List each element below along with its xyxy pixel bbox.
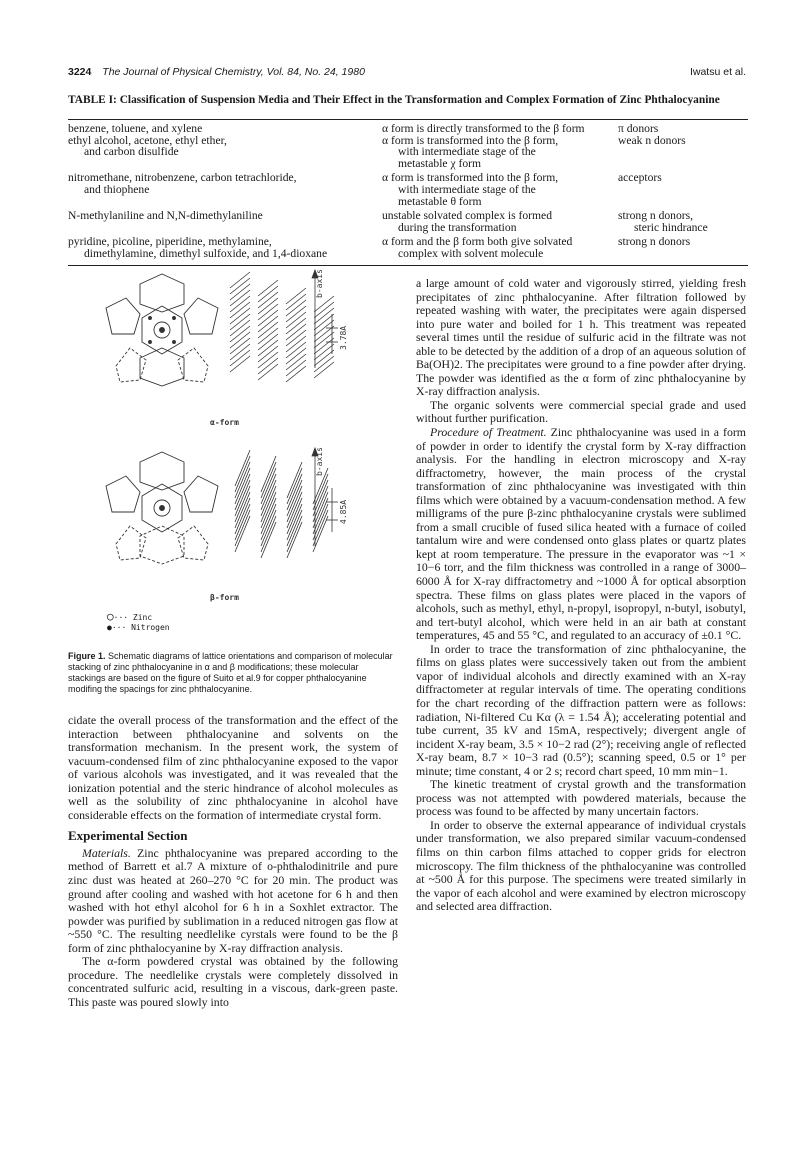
alpha-molecule-icon <box>106 274 218 386</box>
figure-caption <box>68 651 398 695</box>
figure-legend: ○··· Zinc ●··· Nitrogen <box>107 610 170 632</box>
zinc-symbol-icon: ○ <box>107 610 114 623</box>
alpha-form-label: α-form <box>210 418 239 427</box>
paragraph-lead: Procedure of Treatment. <box>430 425 547 440</box>
right-column <box>416 277 746 914</box>
effect-cell-cont: with intermediate stage of the <box>398 182 536 196</box>
effect-cell: α form is directly transformed to the β form <box>382 122 585 135</box>
figure-1-diagram <box>100 268 400 638</box>
paragraph: Materials. Zinc phthalocyanine was prepared according to the method of Barrett et al.7 A mixture of o-phthalodinitrile and pure zinc dust was heated at 260–270 °C for 20 min. The product was ground after cooling and washed with hot acetone for 6 h and then washed with hot ethyl alcohol for 6 h in a Soxhlet extractor. The powder was purified by sublimation in a reduced nitrogen gas flow at ~550 °C. The resulting needlelike cyrstals were found to be the β form of zinc phthalocyanine by X-ray diffraction analysis. <box>68 845 398 955</box>
effect-cell: unstable solvated complex is formed <box>382 209 553 223</box>
effect-cell-cont: metastable θ form <box>398 194 482 208</box>
paragraph: The kinetic treatment of crystal growth and the transformation process was not attempted with powdered materials, because the process was found to be affected by many uncertain factors. <box>416 777 746 819</box>
table-row <box>68 233 748 259</box>
donor-cell: π donors <box>618 122 659 135</box>
page-number: 3224 <box>68 66 92 78</box>
table-row <box>68 169 748 207</box>
paragraph: Procedure of Treatment. Zinc phthalocyanine was used in a form of powder in order to identify the crystal form by X-ray diffraction analysis. For the handling in electron microscopy and X-ray diffractometry, however, the main process of the crystal transformation of zinc phthalocyanine was investigated with thin films which were obtained by a vacuum-condensation method. A few milligrams of the pure β-zinc phthalocyanine crystals were sublimed from a small crucible of fused silica heated with a furnace of coiled tantalum wire and were condensed onto glass plates or quartz plates kept at room temperature. The pressure in the evaporator was ~1 × 10−6 torr, and the film thickness was controlled in a range of 3000–6000 Å for X-ray diffractometry and ~1000 Å for optical absorption spectra. These films on glass plates were placed in the vapors of alcohols, such as methyl, ethyl, n-propyl, isopropyl, n-butyl, isobutyl, and tert-butyl alcohol, which were held in an air bath at constant temperatures, 45 and 55 °C, and regulated to an accuracy of ±0.1 °C. <box>416 425 746 643</box>
paragraph: The organic solvents were commercial special grade and used without further purification. <box>416 397 746 426</box>
effect-cell-cont: with intermediate stage of the <box>398 145 536 159</box>
table-caption <box>68 94 728 107</box>
media-cell: pyridine, picoline, piperidine, methylamine, <box>68 235 272 249</box>
table-row <box>68 207 748 233</box>
media-cell: nitromethane, nitrobenzene, carbon tetrachloride, <box>68 171 297 185</box>
table-label: TABLE I: <box>68 94 117 106</box>
figure-caption-label: Figure 1. <box>68 651 106 661</box>
paragraph: The α-form powdered crystal was obtained by the following procedure. The needlelike crystals were completely dissolved in concentrated sulfuric acid, resulting in a viscous, dark-green paste. This paste was poured slowly into <box>68 954 398 1009</box>
alpha-spacing-label: 3.78A <box>339 325 348 350</box>
media-cell-cont: dimethylamine, dimethyl sulfoxide, and 1,4-dioxane <box>84 246 328 260</box>
media-cell: N-methylaniline and N,N-dimethylaniline <box>68 209 263 223</box>
effect-cell: α form and the β form both give solvated <box>382 235 573 249</box>
table-top-rule <box>68 119 748 120</box>
effect-cell-cont: complex with solvent molecule <box>398 246 544 260</box>
legend-zinc: Zinc <box>132 613 153 622</box>
paragraph: In order to observe the external appearance of individual crystals under transformation, we also prepared similar vacuum-condensed films on thin carbon films attached to copper grids for electron microscopy. The film thickness of the phthalocyanine was controlled at ~500 Å for this purpose. The specimens were treated similarly in the vapor of each alcohol and were examined by electron microscopy and selected area diffraction. <box>416 817 746 914</box>
classification-table <box>68 123 748 260</box>
table-bottom-rule <box>68 265 748 266</box>
donor-cell: strong n donors <box>618 235 691 249</box>
running-authors: Iwatsu et al. <box>689 66 746 78</box>
media-cell-cont: and thiophene <box>84 182 150 196</box>
section-heading: Experimental Section <box>68 828 188 844</box>
media-cell-cont: and carbon disulfide <box>84 145 179 159</box>
beta-spacing-label: 4.85A <box>339 499 348 524</box>
paragraph: cidate the overall process of the transformation and the effect of the interaction between phthalocyanine and solvents on the transformation mechanism. In the present work, the system of vacuum-condensed film of zinc phthalocyanine exposed to the vapor of various alcohols was investigated, and it was revealed that the ionization potential and the steric hindrance of alcohol molecules as well as the solubility of zinc phthalocyanine in alcohol have considerable effects on the formation of intermediate crystal form. <box>68 713 398 822</box>
donor-cell-cont: steric hindrance <box>634 220 708 234</box>
alpha-axis-label: b-axis <box>315 269 324 298</box>
beta-axis-label: b-axis <box>315 447 324 476</box>
table-title: Classification of Suspension Media and Their Effect in the Transformation and Complex Formation of Zinc Phthalocyanine <box>119 94 720 106</box>
donor-cell: weak n donors <box>618 133 686 147</box>
media-cell: benzene, toluene, and xylene <box>68 122 203 135</box>
legend-nitrogen: Nitrogen <box>131 623 170 632</box>
beta-molecule-icon <box>106 452 218 564</box>
beta-form-label: β-form <box>210 593 239 602</box>
paragraph: In order to trace the transformation of zinc phthalocyanine, the films on glass plates were successively taken out from the ambient vapor of individual alcohols and directly examined with an X-ray diffractometer at regular intervals of time. The operating conditions for the chart recording of the diffraction pattern were as follows: radiation, Ni-filtered Cu Kα (λ = 1.54 Å); accelerating potential and tube current, 35 kV and 15mA, respectively; divergent angle of incident X-ray beam, 3.5 × 10−2 rad (2°); receiving angle of reflected X-ray beam, 8.7 × 10−3 rad (0.5°); scanning speed, 0.5 or 1° per minute; time constant, 4 or 2 s; record chart speed, 10 mm min−1. <box>416 641 746 778</box>
effect-cell: α form is transformed into the β form, <box>382 171 559 185</box>
running-header <box>68 66 746 80</box>
table-row <box>68 135 748 170</box>
paragraph-lead: Materials. <box>82 845 131 860</box>
effect-cell-cont: metastable χ form <box>398 156 482 170</box>
left-column <box>68 714 398 1009</box>
donor-cell: strong n donors, <box>618 209 694 223</box>
paragraph: a large amount of cold water and vigorously stirred, yielding fresh precipitates of zinc phthalocyanine. After filtration followed by repeated washing with water, the precipitates were again dispersed into pure water and boiled for 1 h. This treatment was repeated several times until the residue of sulfuric acid in the filtrate was not able to be detected by the addition of a drop of an aqueous solution of Ba(OH)2. The precipitates were ground to a fine powder after drying. The powder was identified as the α form of zinc phthalocyanine by X-ray diffraction analysis. <box>416 276 746 399</box>
nitrogen-symbol-icon: ● <box>107 623 112 632</box>
effect-cell: α form is transformed into the β form, <box>382 133 559 147</box>
figure-caption-text: Schematic diagrams of lattice orientations and comparison of molecular stacking of zinc phthalocyanine in α and β modifications; these molecular stackings are based on the figure of Suito et al.9 for copper phthalocyanine modifing the spacings for zinc phthalocyanine. <box>68 651 393 694</box>
media-cell: ethyl alcohol, acetone, ethyl ether, <box>68 133 227 147</box>
journal-citation: The Journal of Physical Chemistry, Vol. 84, No. 24, 1980 <box>102 66 365 78</box>
donor-cell: acceptors <box>618 171 662 185</box>
effect-cell-cont: during the transformation <box>398 220 517 234</box>
table-row <box>68 123 748 135</box>
